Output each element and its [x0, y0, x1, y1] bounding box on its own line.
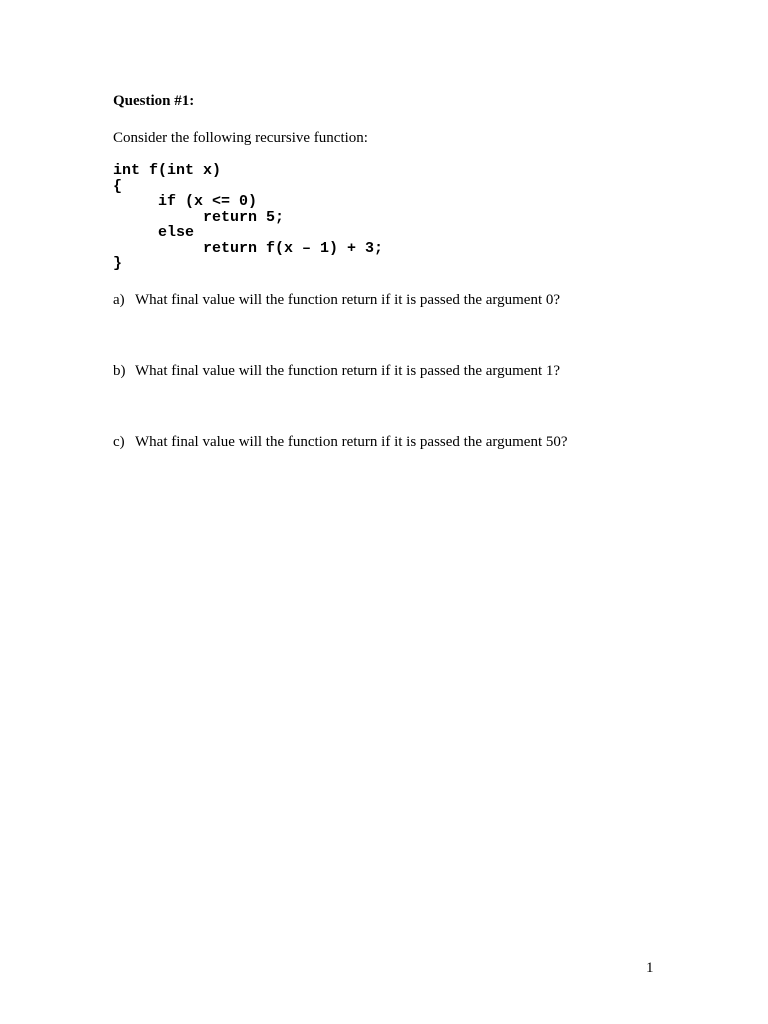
code-line: else	[113, 224, 195, 241]
question-text: What final value will the function return if it is passed the argument 1?	[135, 363, 561, 379]
code-block	[113, 163, 383, 272]
code-line: {	[113, 177, 123, 195]
question-marker: b)	[113, 363, 126, 379]
code-line: }	[113, 255, 123, 272]
question-marker: a)	[113, 292, 125, 308]
code-line: int f(int x)	[113, 162, 222, 179]
question-text: What final value will the function return if it is passed the argument 50?	[135, 434, 568, 450]
question-title: Question #1:	[113, 93, 195, 109]
page-number: 1	[646, 960, 654, 976]
code-line: return 5;	[113, 208, 285, 226]
question-a	[113, 291, 560, 309]
code-line: if (x <= 0)	[113, 193, 258, 210]
question-text: What final value will the function return if it is passed the argument 0?	[135, 292, 561, 308]
question-intro: Consider the following recursive function:	[113, 130, 368, 146]
question-b	[113, 362, 560, 380]
code-line: return f(x – 1) + 3;	[113, 239, 384, 257]
question-c	[113, 433, 568, 451]
question-marker: c)	[113, 434, 125, 450]
